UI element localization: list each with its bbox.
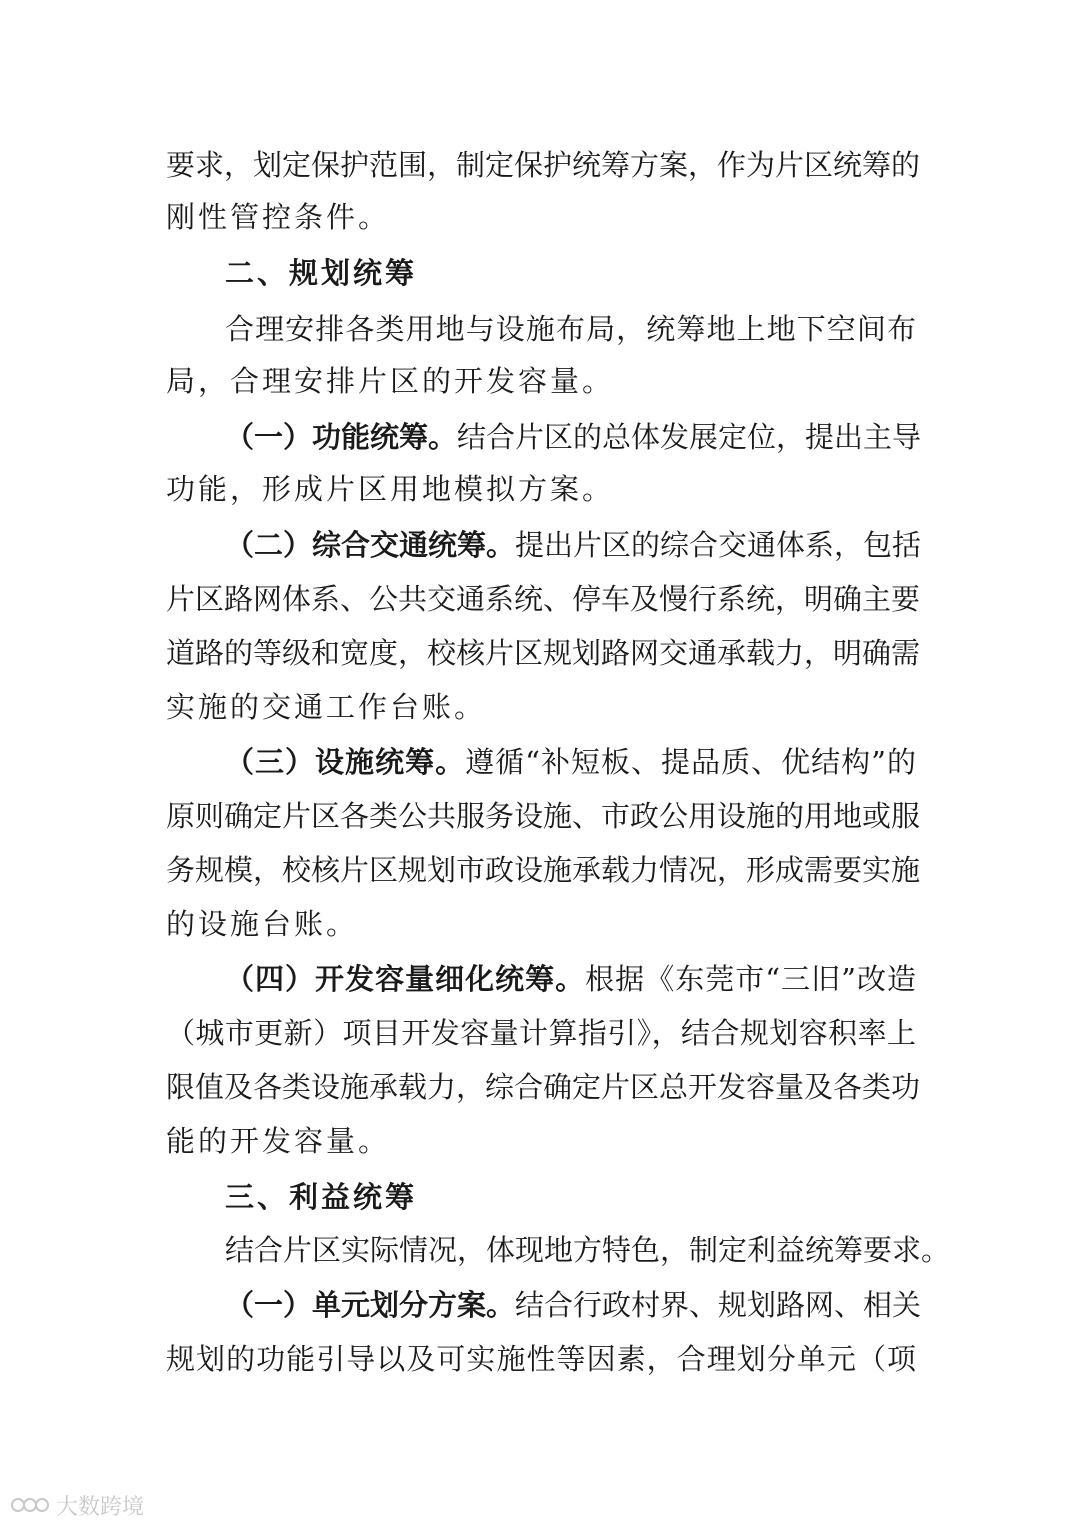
paragraph-line: 的设施台账。 (166, 907, 359, 941)
subsection-heading: （三）设施统筹。 (225, 745, 466, 779)
section-heading: 三、利益统筹 (225, 1180, 418, 1214)
paragraph-line: 要求，划定保护范围，制定保护统筹方案，作为片区统筹的 (166, 148, 921, 182)
subsection-line: （一）功能统筹。结合片区的总体发展定位，提出主导 (225, 420, 922, 454)
paragraph-line: 实施的交通工作台账。 (166, 690, 487, 724)
subsection-line: （一）单元划分方案。结合行政村界、规划路网、相关 (225, 1288, 922, 1322)
watermark (10, 1490, 144, 1520)
paragraph-line: 务规模，校核片区规划市政设施承载力情况，形成需要实施 (166, 853, 921, 887)
paragraph-line: 结合片区实际情况，体现地方特色，制定利益统筹要求。 (225, 1233, 951, 1267)
paragraph-line: 道路的等级和宽度，校核片区规划路网交通承载力，明确需 (166, 636, 921, 670)
paragraph-line: 刚性管控条件。 (166, 200, 391, 234)
section-heading: 二、规划统筹 (225, 256, 418, 290)
paragraph-line: 能的开发容量。 (166, 1124, 391, 1158)
subsection-heading: （二）综合交通统筹。 (225, 528, 516, 562)
subsection-heading: （一）单元划分方案。 (225, 1288, 516, 1322)
paragraph-line: 局，合理安排片区的开发容量。 (166, 364, 615, 398)
paragraph-line: （城市更新）项目开发容量计算指引》，结合规划容积率上 (166, 1016, 916, 1050)
watermark-logo-icon (10, 1493, 50, 1517)
paragraph-line: 原则确定片区各类公共服务设施、市政公用设施的用地或服 (166, 799, 921, 833)
subsection-line: （四）开发容量细化统筹。根据《东莞市“三旧”改造 (225, 962, 916, 996)
paragraph-line: 限值及各类设施承载力，综合确定片区总开发容量及各类功 (166, 1070, 921, 1104)
paragraph-line: 规划的功能引导以及可实施性等因素，合理划分单元（项 (166, 1342, 916, 1376)
paragraph-line: 片区路网体系、公共交通系统、停车及慢行系统，明确主要 (166, 582, 921, 616)
paragraph-line: 功能，形成片区用地模拟方案。 (166, 472, 615, 506)
subsection-line: （三）设施统筹。遵循“补短板、提品质、优结构”的 (225, 745, 916, 779)
paragraph-line: 合理安排各类用地与设施布局，统筹地上地下空间布 (225, 312, 916, 346)
subsection-line: （二）综合交通统筹。提出片区的综合交通体系，包括 (225, 528, 922, 562)
watermark-text: 大数跨境 (56, 1494, 145, 1520)
subsection-heading: （四）开发容量细化统筹。 (225, 962, 586, 996)
subsection-heading: （一）功能统筹。 (225, 420, 458, 454)
